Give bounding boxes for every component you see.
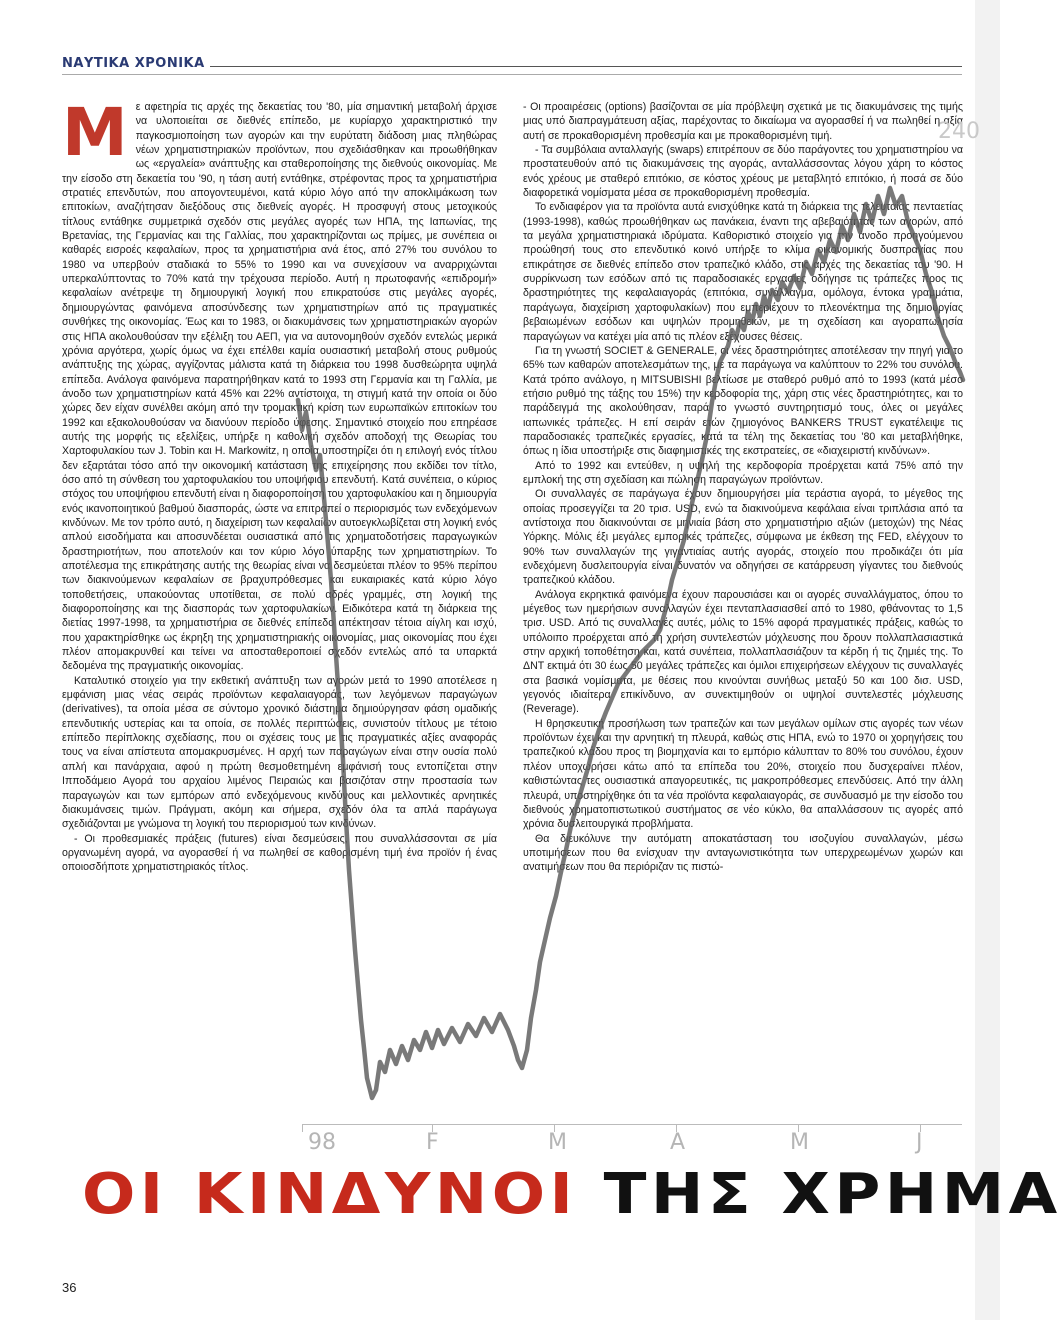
paragraph: Το ενδιαφέρον για τα προϊόντα αυτά ενισχύθηκε κατά τη διάρκεια της τελευταίας πενταετίας (1993-1998), καθώς προωθήθηκαν ως πανάκεια, έναντι της αβεβαιότητας των αγορών, από τα μεγάλα χρηματιστηριακά ιδρύματα. Καθοριστικό στοιχείο για την άνοδο προηγούμενου προώθησή τους στο επενδυτικό κοινό υπήρξε το κλίμα οικονομικής δυσπραγίας που επικράτησε σε διεθνές επίπεδο στον τραπεζικό κλάδο, στις αρχές της δεκαετίας του '90. Η συρρίκνωση των εσόδων από τις παραδοσιακές εργασίες οδήγησε τις τράπεζες προς τις δραστηριότητες της κεφαλαιαγοράς (επιτόκια, συνάλλαγμα, ομόλογα, έντοκα γραμμάτια, παράγωγα, διαχείριση χαρτοφυλακίων) που εμπεριέχουν το πλεονέκτημα της δημιουργίας βεβαιωμένων εσόδων και υψηλών προμηθειών, με τη σχεδίαση και αγοραπωλησία παραγώγων να κατέχει μία από τις πλέον εξέχουσες θέσεις. [523,201,963,343]
headline-black-part: ΤΗΣ ΧΡΗΜΑ [603,1162,1062,1227]
page-edge-shade [975,0,1000,1320]
paragraph: - Τα συμβόλαια ανταλλαγής (swaps) επιτρέπουν σε δύο παράγοντες του χρηματιστηρίου να προστατευθούν από τις διακυμάνσεις της αγοράς, ανταλλάσσοντας λόγου χάρη το κόστος ενός χρέους με σταθερό επιτόκιο, σε κόστος χρέους με μεταβλητό επιτόκιο, ή ποσά σε δύο διαφορετικά νομίσματα μέσα σε προκαθορισμένη προθεσμία. [523,144,963,200]
paragraph: ε αφετηρία τις αρχές της δεκαετίας του '80, μία σημαντική μεταβολή άρχισε να υλοποιείται σε διεθνές επίπεδο, με κυρίαρχο χαρακτηριστικό την παγκοσμιοποίηση των αγορών και την ευρύτατη διάδοση μιας πληθώρας νέων χρηματιστηριακών προϊόντων, που σχεδιάσθηκαν και προωθήθηκαν ως «εργαλεία» ανάπτυξης και σταθεροποίησης της διεθνούς οικονομίας. Με την είσοδο στη δεκαετία του '90, η τάση αυτή εντάθηκε, στρέφοντας προς τα χρηματιστήρια στρατιές επενδυτών, που απογοντευμένοι, κατά κύριο λόγο από την αποκλιμάκωση των επιτοκίων, αναζήτησαν διεξόδους στις διεθνείς αγορές. Η προσφυγή στους μετοχικούς τίτλους εντάθηκε συμμετρικά σχεδόν στις μεγάλες αγορές των ΗΠΑ, της Ιαπωνίας, της Βρετανίας, της Γερμανίας και της Γαλλίας, που χαρακτηρίζονται ως πρίμες, με συνέπεια οι καθαρές εισροές κεφαλαίων, προς τα χρηματιστήρια ανά έτος, από 27% του συνόλου το 1980 να υπερβούν σταδιακά το 55% το 1990 και να συνεχίσουν να αναρριχώνται υπερκαλύπτοντας το 70% κατά την τρέχουσα περίοδο. Αυτή η πρωτοφανής «επιδρομή» κεφαλαίων ανέτρεψε τη δημιουργική λογική που επικρατούσε στις μεγάλες αγορές, δημιουργώντας φαινόμενα αποσύνδεσης των χρηματιστηρίων από τις πραγματικές συνθήκες της οικονομίας. Έως και το 1983, οι διακυμάνσεις των χρηματιστηριακών αγορών στις ΗΠΑ ακολουθούσαν την εξέλιξη του ΑΕΠ, για να αυτονομηθούν σχεδόν εντελώς μερικά χρόνια αργότερα, χωρίς όμως να έχει επέλθει καμία ουσιαστική μεταβολή στους ρυθμούς ανάπτυξης της χώρας, αγγίζοντας μάλιστα κατά τη διάρκεια του 1998 δυσθεώρητα υψηλά επίπεδα. Ανάλογα φαινόμενα παρατηρήθηκαν κατά το 1993 στη Γερμανία και τη Γαλλία, με άνοδο των χρηματιστηρίων κατά 45% και 22% αντίστοιχα, τη στιγμή κατά την οποία οι δύο χώρες δεν είχαν συνέλθει ακόμη από την τρομακτική κρίση των ευρωπαϊκών επιτοκίων του 1992 και εξακολουθούσαν να διανύουν περίοδο ύφεσης. Σημαντικό στοιχείο που επηρέασε αυτής της μορφής τις εξελίξεις, υπήρξε η καθολική σχεδόν αποδοχή της Θεωρίας του Χαρτοφυλακίου των J. Tobin και H. Markowitz, η οποία υποστηρίζει ότι η επιλογή ενός τίτλου δεν εξαρτάται τόσο από την οικονομική κατάσταση της επιχείρησης που εκδίδει τον τίτλο, όσο από τη σύνθεση του χαρτοφυλακίου του υποψήφιου επενδυτή. Κατά συνέπεια, ο κύριος στόχος του υποψήφιου επενδυτή είναι η διαφοροποίηση του χαρτοφυλακίου και η δημιουργία ενός ικανοποιητικού βαθμού διασποράς, ώστε να επιτραπεί ο περιορισμός των ενδεχόμενων κινδύνων. Με τον τρόπο αυτό, η διαχείριση των κεφαλαίων αυτοεγκλωβίζεται στη λογική ενός απλού εισοδήματα και αποσυνδέεται ουσιαστικά από τις χρηματοδοτήσεις παραγωγικών δραστηριοτήτων, που αποτελούν και τον κύριο λόγο ύπαρξης των χρηματιστηρίων. Το αποτέλεσμα της επικράτησης αυτής της θεωρίας είναι να δεσμεύεται πλέον το 95% περίπου των διακινούμενων κεφαλαίων σε βραχυπρόθεσμες και ευκαιριακές κατά κύριο λόγο τοποθετήσεις, υπακούοντας υποτίθεται, σε πολύ αδρές γραμμές, στη λογική της διαφοροποίησης και της διασποράς των χαρτοφυλακίων. Ειδικότερα κατά τη διάρκεια της διετίας 1997-1998, τα χρηματιστήρια σε διεθνές επίπεδο απέκτησαν τέτοια αίγλη και ισχύ, που χαρακτηρίσθηκε ως έκρηξη της χρηματιστηριακής οικονομίας, μιας οικονομίας που έχει πλέον απομακρυνθεί και τείνει να αποσταθεροποιεί σχεδόν εντελώς από τα υπαρκτά δεδομένα της πραγματικής οικονομίας. [62,101,497,673]
chart-timeline [302,1124,962,1154]
headline-red-part: ΟΙ ΚΙΝΔΥΝΟΙ [82,1162,578,1227]
paragraph: Θα διευκόλυνε την αυτόματη αποκατάσταση του ισοζυγίου συναλλαγών, μέσω υποτιμήσεων που θα ενίσχυαν την ανταγωνιστικότητα των υπερχρεωμένων χωρών και ανατιμήσεων που θα περιόριζαν τις πιστώ- [523,832,963,874]
header-rule-thin [62,74,962,75]
timeline-tick [302,1124,303,1132]
timeline-axis [302,1124,962,1125]
header-rule [210,66,962,67]
drop-cap: Μ [62,94,128,171]
left-column [62,94,497,875]
paragraph: Οι συναλλαγές σε παράγωγα έχουν δημιουργήσει μία τεράστια αγορά, το μέγεθος της οποίας προσεγγίζει τα 20 τρισ. USD, ενώ τα διακινούμενα κεφάλαια είναι τριπλάσια από τα αντίστοιχα που διακινούνται σε μηνιαία βάση στο χρηματιστήριο αξιών (μετοχών) της Νέας Υόρκης. Μόλις έξι μεγάλες εμπορικές τράπεζες, σύμφωνα με έκθεση της FED, ελέγχουν το 90% των συναλλαγών της γιγαντιαίας αυτής αγοράς, στοιχείο που προδικάζει ότι μία ενδεχόμενη δυσλειτουργία είναι δυνατόν να οδηγήσει σε κατάρρευση γίγαντες του διεθνούς τραπεζικού κλάδου. [523,488,963,587]
right-column [523,100,963,875]
timeline-label: J [916,1130,923,1155]
timeline-label: M [790,1130,809,1155]
paragraph: Για τη γνωστή SOCIET & GENERALE, οι νέες δραστηριότητες αποτέλεσαν την πηγή για το 65% των καθαρών αποτελεσμάτων της, με τα παράγωγα να καλύπτουν το 22% του συνόλου. Κατά τρόπο ανάλογο, η MITSUBISHI βελτίωσε με σταθερό ρυθμό από το 1993 (κατά μέσο ετήσιο ρυθμό της τάξης του 15%) την κερδοφορία της, χάρη στις νέες δραστηριότητες, και το παράδειγμά της ακολούθησαν, παρά το γνωστό συντηρητισμό τους, όλες οι μεγάλες ιαπωνικές τράπεζες. Η επί σειράν ετών ζημιογόνος BANKERS TRUST εγκατέλειψε τις παραδοσιακές τραπεζικές εργασίες, κατά τα τέλη της δεκαετίας του '80 και μεταβλήθηκε, όπως η ίδια υποστήριξε στις διαφημιστικές της εκστρατείες, σε «διαχειριστή κινδύνων». [523,344,963,458]
timeline-label: A [670,1130,686,1155]
paragraph: Από το 1992 και εντεύθεν, η υψηλή της κερδοφορία προέρχεται κατά 75% από την εμπλοκή της στη σχεδίαση και πώληση παραγώγων προϊόντων. [523,459,963,486]
paragraph: Καταλυτικό στοιχείο για την εκθετική ανάπτυξη των αγορών μετά το 1990 αποτέλεσε η εμφάνιση μιας νέας σειράς προϊόντων κεφαλαιαγοράς, των λεγόμενων παραγώγων (derivatives), τα οποία μέσα σε σύντομο χρονικό διάστημα δημιούργησαν φάση ομαδικής επενδυτικής υστερίας και τα οποία, σε πολλές περιπτώσεις, συνιστούν τίτλους με τέτοιο επίπεδο περίπλοκης σχεδίασης, που οι σχέσεις τους με τις πραγματικές αξίες αναφοράς τους να είναι απίστευτα απομακρυσμένες. Η αρχή των παραγώγων είναι στην ουσία πολύ απλή και πανάρχαια, αφού η πρώτη θεσμοθετημένη εμφάνισή τους εντοπίζεται στην Ιπποδάμειο Αγορά του αρχαίου λιμένος Πειραιώς και βασιζόταν στην προστασία των παραγωγών και των εμπόρων από ενδεχόμενους κινδύνους και μελλοντικές αρνητικές διακυμάνσεις τιμών. Πράγματι, ακόμη και σήμερα, σχεδόν όλα τα απλά παράγωγα σχεδιάζονται με γνώμονα τη λογική του περιορισμού των κινδύνων. [62,674,497,831]
timeline-label: F [426,1130,439,1155]
paragraph: Η θρησκευτική προσήλωση των τραπεζών και των μεγάλων ομίλων στις αγορές των νέων προϊόντων έχει και την αρνητική τη πλευρά, καθώς στις ΗΠΑ, ενώ το 1970 οι χορηγήσεις του τραπεζικού κλάδου προς τη βιομηχανία και το εμπόριο κάλυπταν το 80% του συνόλου, έχουν πλέον υποχωρήσει κάτω από τα επίπεδα του 20%, στοιχείο που δυσχεραίνει πλέον, καθιστώντας τες ουσιαστικά απαγορευτικές, τις μακροπρόθεσμες επενδύσεις. Από την άλλη πλευρά, υποστηρίχθηκε ότι τα νέα προϊόντα κεφαλαιαγοράς, σε συνδυασμό με την είσοδο του διεθνούς χρηματοπιστωτικού συστήματος σε νέο κύκλο, θα απαλλάσσουν τις αγορές από χρόνια δυσλειτουργικά προβλήματα. [523,717,963,831]
timeline-label: 98 [308,1130,336,1155]
page-number: 36 [62,1280,77,1295]
chart-value-label: 240 [938,119,980,144]
article-headline [82,1162,1062,1227]
paragraph: Ανάλογα εκρηκτικά φαινόμενα έχουν παρουσιάσει και οι αγορές συναλλάγματος, όπου το μέγεθος των ημερήσιων συναλλαγών έχει πενταπλασιασθεί από το 1980, φθάνοντας το 1,5 τρισ. USD. Από τις συναλλαγές αυτές, μόλις το 15% αφορά πραγματικές πράξεις, καθώς το υπόλοιπο προέρχεται από τη χρήση συντελεστών μόχλευσης που δρουν πολλαπλασιαστικά στην αρχική τοποθέτηση και, κατά συνέπεια, πολλαπλασιάζουν τα κέρδη ή τις ζημιές της. Το ΔΝΤ εκτιμά ότι 30 έως 50 μεγάλες τράπεζες και όμιλοι επιχειρήσεων ελέγχουν τις συναλλαγές στα βασικά νομίσματα, με θέσεις που κινούνται συνήθως μεταξύ 50 και 100 δισ. USD, γεγονός ιδιαίτερα επικίνδυνο, αν συνεκτιμηθούν οι υψηλοί συντελεστές μόχλευσης (Reverage). [523,588,963,716]
timeline-label: M [548,1130,567,1155]
paragraph: - Οι προθεσμιακές πράξεις (futures) είναι δεσμεύσεις, που συναλλάσσονται σε μία οργανωμένη αγορά, να αγορασθεί ή να πωληθεί σε καθορισμένη τιμή ένα προϊόν ή ένας οποιοσδήποτε χρηματιστηριακός τίτλος. [62,832,497,874]
running-head: ΝΑΥΤΙΚΑ ΧΡΟΝΙΚΑ [62,56,205,71]
paragraph: - Οι προαιρέσεις (options) βασίζονται σε μία πρόβλεψη σχετικά με τις διακυμάνσεις της τιμής μιας υπό διαπραγμάτευση αξίας, παρέχοντας το δικαίωμα να αγορασθεί ή να πωληθεί η αξία αυτή σε προκαθορισμένη προθεσμία και με προκαθορισμένη τιμή. [523,101,963,142]
